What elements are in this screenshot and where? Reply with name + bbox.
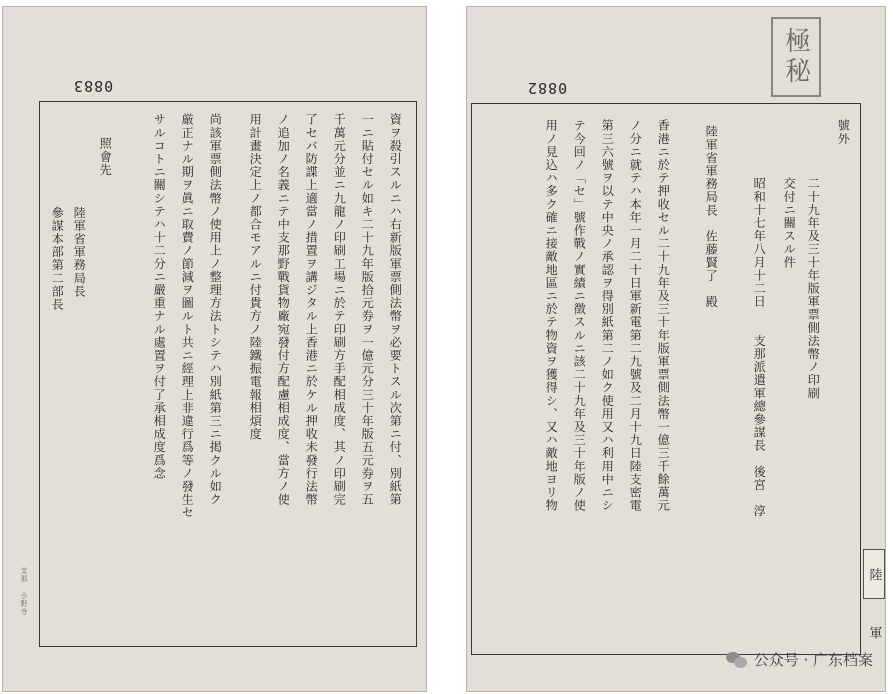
left-col-8: 厳正ナル期ヲ眞ニ取費ノ節減ヲ圖ルト共ニ經理上非違行爲等ノ發生セ [180, 113, 195, 520]
right-col-body-3: 第三六號ヲ以テ中央ノ承認ヲ得別紙第二ノ如ク使用又ハ利用中ニシ [600, 119, 615, 512]
right-page [466, 6, 886, 692]
secret-stamp: 極秘 [771, 17, 821, 97]
left-col-recipient-2: 參謀本部第二部長 [50, 193, 65, 311]
right-col-body-5: 用ノ見込ハ多ク確ニ接敵地區ニ於テ物資ヲ獲得シ、又ハ敵地ヨリ物 [544, 119, 559, 512]
right-col-body-2: ノ分ニ就テハ本年一月二十日軍新電第二九號及二月十九日陸支密電 [628, 119, 643, 512]
wechat-icon [726, 651, 748, 669]
left-col-3: 千萬元分並ニ九龍ノ印刷工場ニ於テ印刷方手配相成度、其ノ印刷完 [332, 113, 347, 506]
right-col-subject-2: 交付ニ關スル件 [782, 177, 797, 269]
left-col-9: サルコトニ關シテハ十二分ニ嚴重ナル處置ヲ付了承相成度爲念 [152, 113, 167, 480]
left-col-2: 一ニ貼付セル如キ二十九年版拾元券ヲ一億元分三十年版五元券ヲ五 [360, 113, 375, 506]
left-col-recipients-heading: 照會先 [98, 137, 113, 177]
right-col-date-sender: 昭和十七年八月十二日 支那派遣軍總參謀長 後宮 淳 [752, 177, 767, 518]
left-page-number: 0883 [73, 77, 114, 95]
left-page [2, 6, 427, 692]
left-col-recipient-1: 陸軍省軍務局長 [72, 193, 87, 298]
left-col-5: ノ追加ノ名義ニテ中支那野戰貨物廠宛發付方配慮相成度、當方ノ使 [276, 113, 291, 506]
side-tab-army-2: 軍 [866, 625, 882, 639]
watermark-text: 公众号 · 广东档案 [753, 651, 873, 669]
left-col-4: 了セバ防諜上適當ノ措置ヲ講ジタル上香港ニ於ケル押收未發行法幣 [304, 113, 319, 506]
side-tab-army-1: 陸 [863, 549, 885, 599]
right-col-body-1: 香港ニ於テ押收セル二十九年及三十年版軍票側法幣一億三千餘萬元 [656, 119, 671, 512]
left-col-7: 尚該軍票側法幣ノ使用上ノ整理方法トシテハ別紙第三ニ掲クル如ク [208, 113, 223, 506]
right-col-subject-1: 二十九年及三十年版軍票側法幣ノ印刷 [806, 177, 821, 400]
right-col-number: 號外 [836, 119, 851, 146]
right-page-number: 0882 [527, 79, 568, 97]
left-margin-note: 支那 小野寺 [20, 567, 28, 616]
left-col-1: 資ヲ殺引スルニハ右新版軍票側法幣ヲ必要トスル次第ニ付、別紙第 [388, 113, 403, 506]
left-col-6: 用計畫決定上ノ都合モアルニ付貴方ノ陸鐵振電報相煩度 [248, 113, 263, 441]
right-col-body-4: テ今回ノ「セ」號作戰ノ實績ニ徴スルニ該二十九年及三十年版ノ使 [572, 119, 587, 512]
watermark [726, 649, 873, 670]
right-col-addressee: 陸軍省軍務局長 佐藤賢了 殿 [704, 125, 719, 309]
